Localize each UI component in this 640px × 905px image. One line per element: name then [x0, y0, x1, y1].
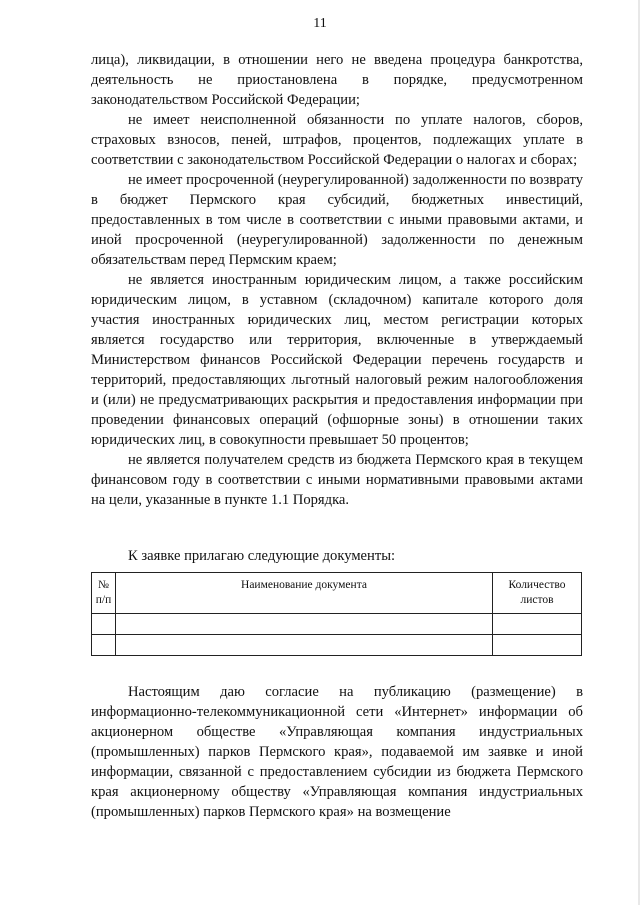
paragraph: лица), ликвидации, в отношении него не введена процедура банкротства, деятельность не приостановлена в порядке, предусмотренном законодательством Российской Федерации; — [91, 52, 583, 108]
column-header-document-name: Наименование документа — [116, 573, 493, 614]
table-cell — [92, 635, 116, 656]
table-header-row — [92, 573, 582, 614]
documents-table — [91, 572, 582, 656]
requirements-text — [91, 50, 583, 510]
table-row — [92, 635, 582, 656]
table-cell — [116, 614, 493, 635]
column-header-number: № п/п — [92, 573, 116, 614]
paragraph: не является получателем средств из бюджета Пермского края в текущем финансовом году в соответствии с иными нормативными правовыми актами на цели, указанные в пункте 1.1 Порядка. — [91, 452, 583, 508]
table-cell — [116, 635, 493, 656]
table-cell — [493, 635, 582, 656]
column-header-sheet-count: Количество листов — [493, 573, 582, 614]
table-cell — [92, 614, 116, 635]
table-row — [92, 614, 582, 635]
table-cell — [493, 614, 582, 635]
consent-text — [91, 682, 583, 822]
consent-paragraph: Настоящим даю согласие на публикацию (размещение) в информационно-телекоммуникационной сети «Интернет» информации об акционерном обществе «Управляющая компания индустриальных (промышленных) парков Пермского края», подаваемой им заявке и иной информации, связанной с предоставлением субсидии из бюджета Пермского края акционерному обществу «Управляющая компания индустриальных (промышленных) парков Пермского края» на возмещение — [91, 684, 583, 820]
paragraph: не является иностранным юридическим лицом, а также российским юридическим лицом, в уставном (складочном) капитале которого доля участия иностранных юридических лиц, местом регистрации которых является государство или территория, включенные в утверждаемый Министерством финансов Российской Федерации перечень государств и территорий, предоставляющих льготный налоговый режим налогообложения и (или) не предусматривающих раскрытия и предоставления информации при проведении финансовых операций (офшорные зоны) в отношении таких юридических лиц, в совокупности превышает 50 процентов; — [91, 272, 583, 448]
paragraph: не имеет просроченной (неурегулированной) задолженности по возврату в бюджет Пермского края субсидий, бюджетных инвестиций, предоставленных в том числе в соответствии с иными правовыми актами, и иной просроченной (неурегулированной) задолженности по денежным обязательствам перед Пермским краем; — [91, 172, 583, 268]
page-number: 11 — [313, 16, 327, 31]
documents-intro: К заявке прилагаю следующие документы: — [128, 548, 396, 564]
paragraph: не имеет неисполненной обязанности по уплате налогов, сборов, страховых взносов, пеней, штрафов, процентов, подлежащих уплате в соответствии с законодательством Российской Федерации о налогах и сборах; — [91, 112, 583, 168]
